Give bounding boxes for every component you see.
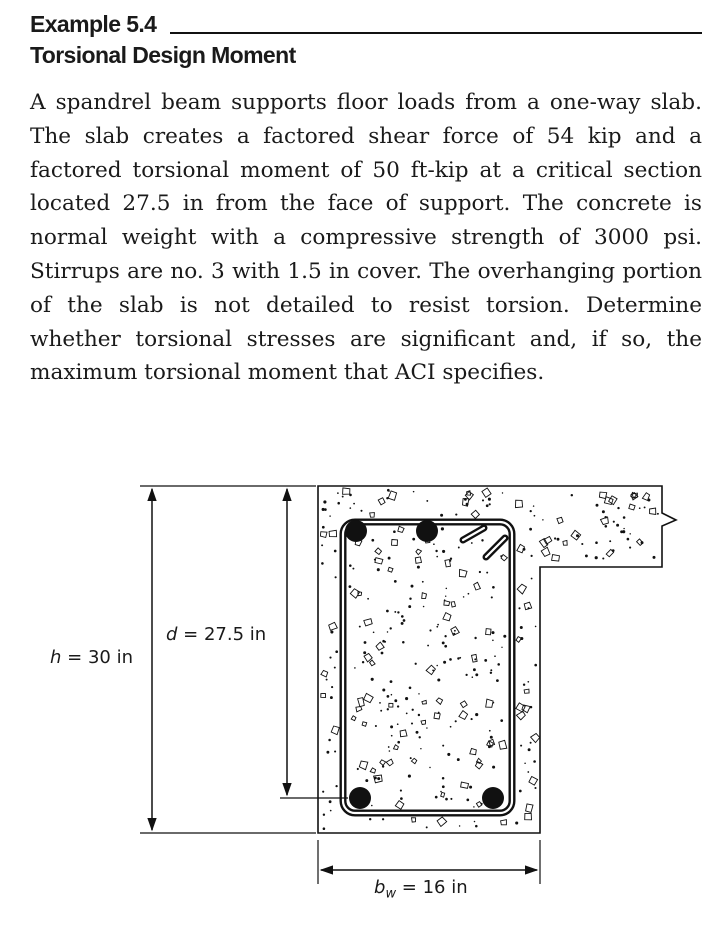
rebar-bottom-left xyxy=(349,787,371,809)
beam-section-drawing xyxy=(0,470,724,945)
h-dimension-label: h = 30 in xyxy=(50,647,133,668)
example-title: Torsional Design Moment xyxy=(30,42,296,68)
bw-dimension-label: $b_w = 16$ in xyxy=(374,877,468,902)
rebar-bottom-right xyxy=(482,787,504,809)
rebar-top-middle xyxy=(416,520,438,542)
problem-statement: A spandrel beam supports floor loads from a one-way slab. The slab creates a factored shear force of 54 kip and a factored torsional moment of 50 ft-kip at a critical section located 27.5 in from the face of support. The concrete is normal weight with a compressive strength of 3000 psi. Stirrups are no. 3 with 1.5 in cover. The overhanging portion of the slab is not detailed to resist torsion. Determine whether torsional stresses are significant and, if so, the maximum torsional moment that ACI specifies. xyxy=(30,90,702,386)
example-header xyxy=(30,8,702,69)
rebar-top-left xyxy=(345,520,367,542)
example-number-row xyxy=(30,8,702,40)
example-number: Example 5.4 xyxy=(30,11,164,38)
header-rule xyxy=(170,32,702,34)
d-dimension-label: d = 27.5 in xyxy=(166,624,267,645)
beam-outline xyxy=(318,486,676,833)
beam-cross-section-figure xyxy=(0,470,724,945)
